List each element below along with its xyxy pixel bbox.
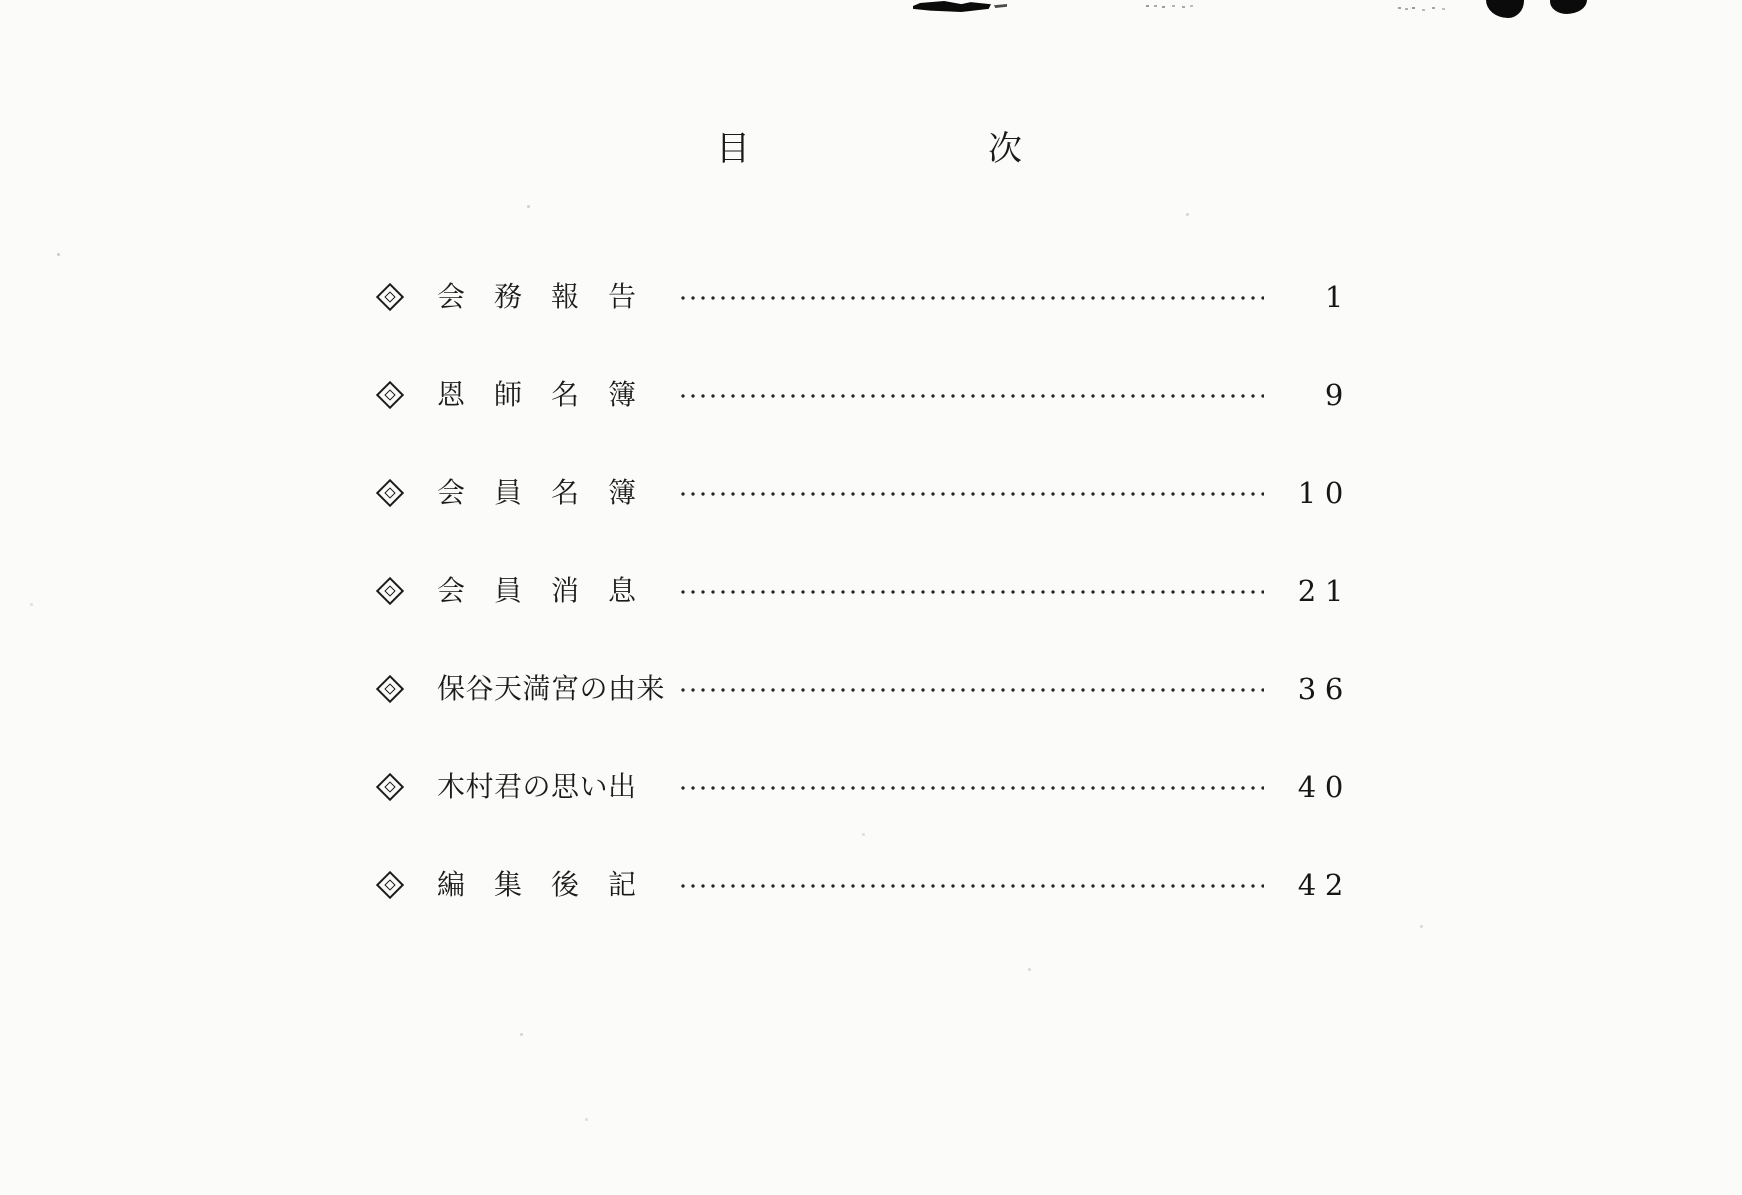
scan-artifact-faint-marks: [1398, 7, 1401, 9]
toc-entry-title: 会 員 名 簿: [437, 476, 637, 509]
dotted-leader: [681, 492, 1264, 496]
toc-entry: [376, 671, 1352, 707]
nested-diamond-bullet-icon: [376, 283, 404, 311]
toc-entry-page-number: 10: [1297, 476, 1352, 510]
toc-entry: [376, 867, 1352, 903]
nested-diamond-bullet-icon: [376, 871, 404, 899]
dotted-leader: [681, 786, 1264, 790]
toc-entry: [376, 377, 1352, 413]
toc-entry-page-number: 1: [1324, 280, 1352, 314]
dotted-leader: [681, 394, 1264, 398]
toc-list: [376, 279, 1352, 903]
toc-entry: [376, 769, 1352, 805]
dotted-leader: [681, 688, 1264, 692]
toc-entry-title: 会 務 報 告: [437, 280, 637, 313]
nested-diamond-bullet-icon: [376, 675, 404, 703]
toc-entry-page-number: 36: [1297, 672, 1352, 706]
scan-artifact-faint-marks: [1146, 5, 1149, 7]
scan-artifact-streak-tail: [994, 4, 1007, 8]
toc-entry-title: 会 員 消 息: [437, 574, 637, 607]
dotted-leader: [681, 296, 1264, 300]
toc-entry: [376, 475, 1352, 511]
toc-entry: [376, 279, 1352, 315]
toc-entry-title: 恩 師 名 簿: [437, 378, 637, 411]
nested-diamond-bullet-icon: [376, 773, 404, 801]
scan-artifact-streak: [913, 1, 991, 12]
toc-entry-page-number: 42: [1297, 868, 1352, 902]
toc-entry-title: 木村君の思い出: [437, 770, 637, 803]
toc-entry-title: 編 集 後 記: [437, 868, 637, 901]
toc-entry: [376, 573, 1352, 609]
dotted-leader: [681, 884, 1264, 888]
paper-specks: [57, 253, 60, 256]
page-title: 目 次: [716, 129, 1022, 169]
toc-entry-page-number: 40: [1297, 770, 1352, 804]
dotted-leader: [681, 590, 1264, 594]
toc-entry-page-number: 9: [1324, 378, 1352, 412]
nested-diamond-bullet-icon: [376, 577, 404, 605]
toc-entry-title: 保谷天満宮の由来: [437, 672, 666, 705]
scan-artifact-blob: [1486, 0, 1524, 18]
scan-artifact-blob: [1550, 0, 1587, 14]
nested-diamond-bullet-icon: [376, 479, 404, 507]
toc-entry-page-number: 21: [1297, 574, 1352, 608]
nested-diamond-bullet-icon: [376, 381, 404, 409]
